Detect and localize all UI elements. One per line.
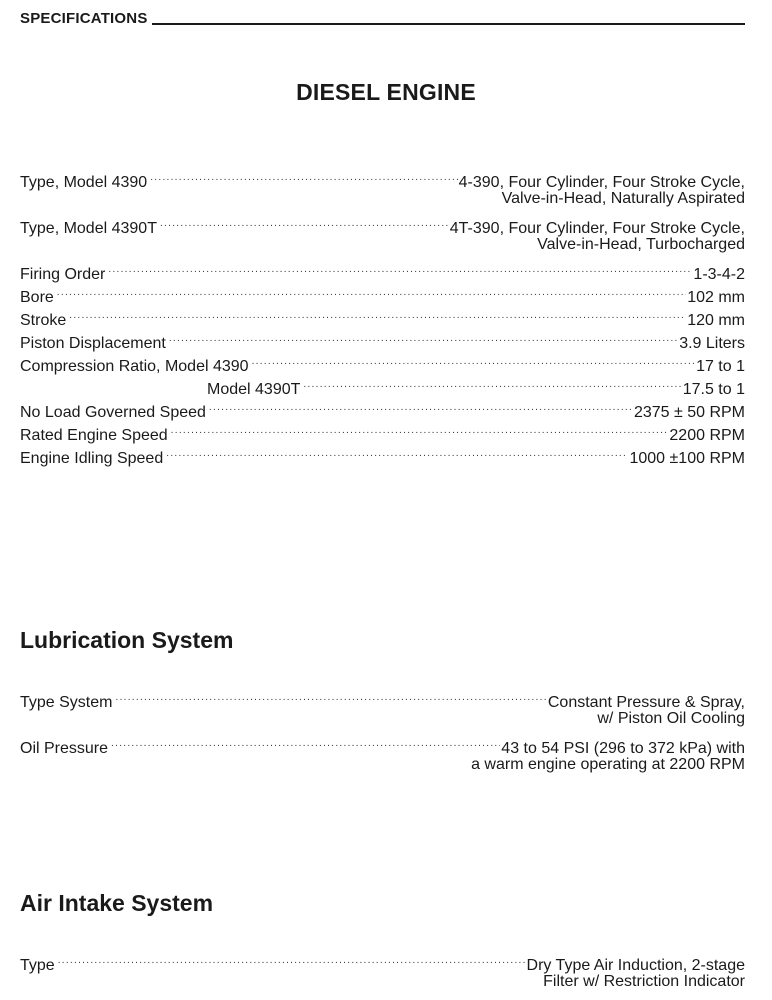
- spec-value: 2375 ± 50 RPM: [633, 404, 745, 421]
- dot-leader: [58, 947, 526, 970]
- spec-value: 4-390, Four Cylinder, Four Stroke Cycle,: [458, 174, 745, 191]
- spec-label: Type: [20, 957, 55, 974]
- spec-value: 2200 RPM: [669, 427, 745, 444]
- lubrication-system-title: Lubrication System: [20, 627, 234, 653]
- dot-leader: [115, 684, 546, 707]
- dot-leader: [108, 256, 692, 279]
- spec-value: Constant Pressure & Spray,: [547, 694, 745, 711]
- page-header: [20, 10, 745, 28]
- lubrication-system-specs: [20, 684, 745, 776]
- spec-value-continuation: w/ Piston Oil Cooling: [597, 710, 745, 727]
- spec-label: No Load Governed Speed: [20, 404, 206, 421]
- spec-row-piston-displacement: [20, 325, 745, 352]
- dot-leader: [171, 417, 669, 440]
- spec-value: 102 mm: [687, 289, 745, 306]
- dot-leader: [209, 394, 633, 417]
- spec-value-continuation: a warm engine operating at 2200 RPM: [471, 756, 745, 773]
- dot-leader: [111, 730, 500, 753]
- spec-value: 17.5 to 1: [682, 381, 745, 398]
- spec-label: Stroke: [20, 312, 67, 329]
- spec-value-continuation: Valve-in-Head, Turbocharged: [537, 236, 745, 253]
- spec-row-type-system: [20, 684, 745, 711]
- spec-label: Type, Model 4390T: [20, 220, 157, 237]
- dot-leader: [169, 325, 678, 348]
- air-intake-system-title: Air Intake System: [20, 890, 214, 916]
- spec-value: 120 mm: [687, 312, 745, 329]
- spec-row-air-intake-type: [20, 947, 745, 974]
- spec-value: Dry Type Air Induction, 2-stage: [526, 957, 745, 974]
- spec-label: Type System: [20, 694, 113, 711]
- spec-row-type-4390t: [20, 210, 745, 237]
- spec-value: 43 to 54 PSI (296 to 372 kPa) with: [501, 740, 745, 757]
- dot-leader: [160, 210, 449, 233]
- spec-row-bore: [20, 279, 745, 306]
- spec-label: Type, Model 4390: [20, 174, 148, 191]
- air-intake-system-specs: [20, 947, 745, 993]
- dot-leader: [150, 164, 457, 187]
- spec-label: Engine Idling Speed: [20, 450, 164, 467]
- spec-row-oil-pressure: [20, 730, 745, 757]
- diesel-engine-title: DIESEL ENGINE: [296, 79, 476, 105]
- dot-leader: [166, 440, 628, 463]
- spec-row-stroke: [20, 302, 745, 329]
- diesel-engine-specs: [20, 164, 745, 467]
- header-rule: [152, 23, 745, 25]
- dot-leader: [303, 371, 681, 394]
- spec-value: 4T-390, Four Cylinder, Four Stroke Cycle,: [449, 220, 745, 237]
- spec-value-continuation: Valve-in-Head, Naturally Aspirated: [501, 190, 745, 207]
- dot-leader: [252, 348, 696, 371]
- spec-row-type-4390: [20, 164, 745, 191]
- spec-label: Compression Ratio, Model 4390: [20, 358, 249, 375]
- spec-value: 1000 ±100 RPM: [629, 450, 745, 467]
- spec-label: Firing Order: [20, 266, 106, 283]
- header-label: SPECIFICATIONS: [20, 10, 148, 27]
- spec-row-firing-order: [20, 256, 745, 283]
- spec-value: 1-3-4-2: [693, 266, 745, 283]
- dot-leader: [69, 302, 686, 325]
- dot-leader: [57, 279, 686, 302]
- spec-label: Rated Engine Speed: [20, 427, 168, 444]
- spec-label: Bore: [20, 289, 54, 306]
- spec-label: Piston Displacement: [20, 335, 166, 352]
- spec-value: 17 to 1: [696, 358, 745, 375]
- spec-label: Oil Pressure: [20, 740, 109, 757]
- spec-value-continuation: Filter w/ Restriction Indicator: [543, 973, 745, 990]
- spec-value: 3.9 Liters: [679, 335, 745, 352]
- spec-label: Model 4390T: [207, 381, 301, 398]
